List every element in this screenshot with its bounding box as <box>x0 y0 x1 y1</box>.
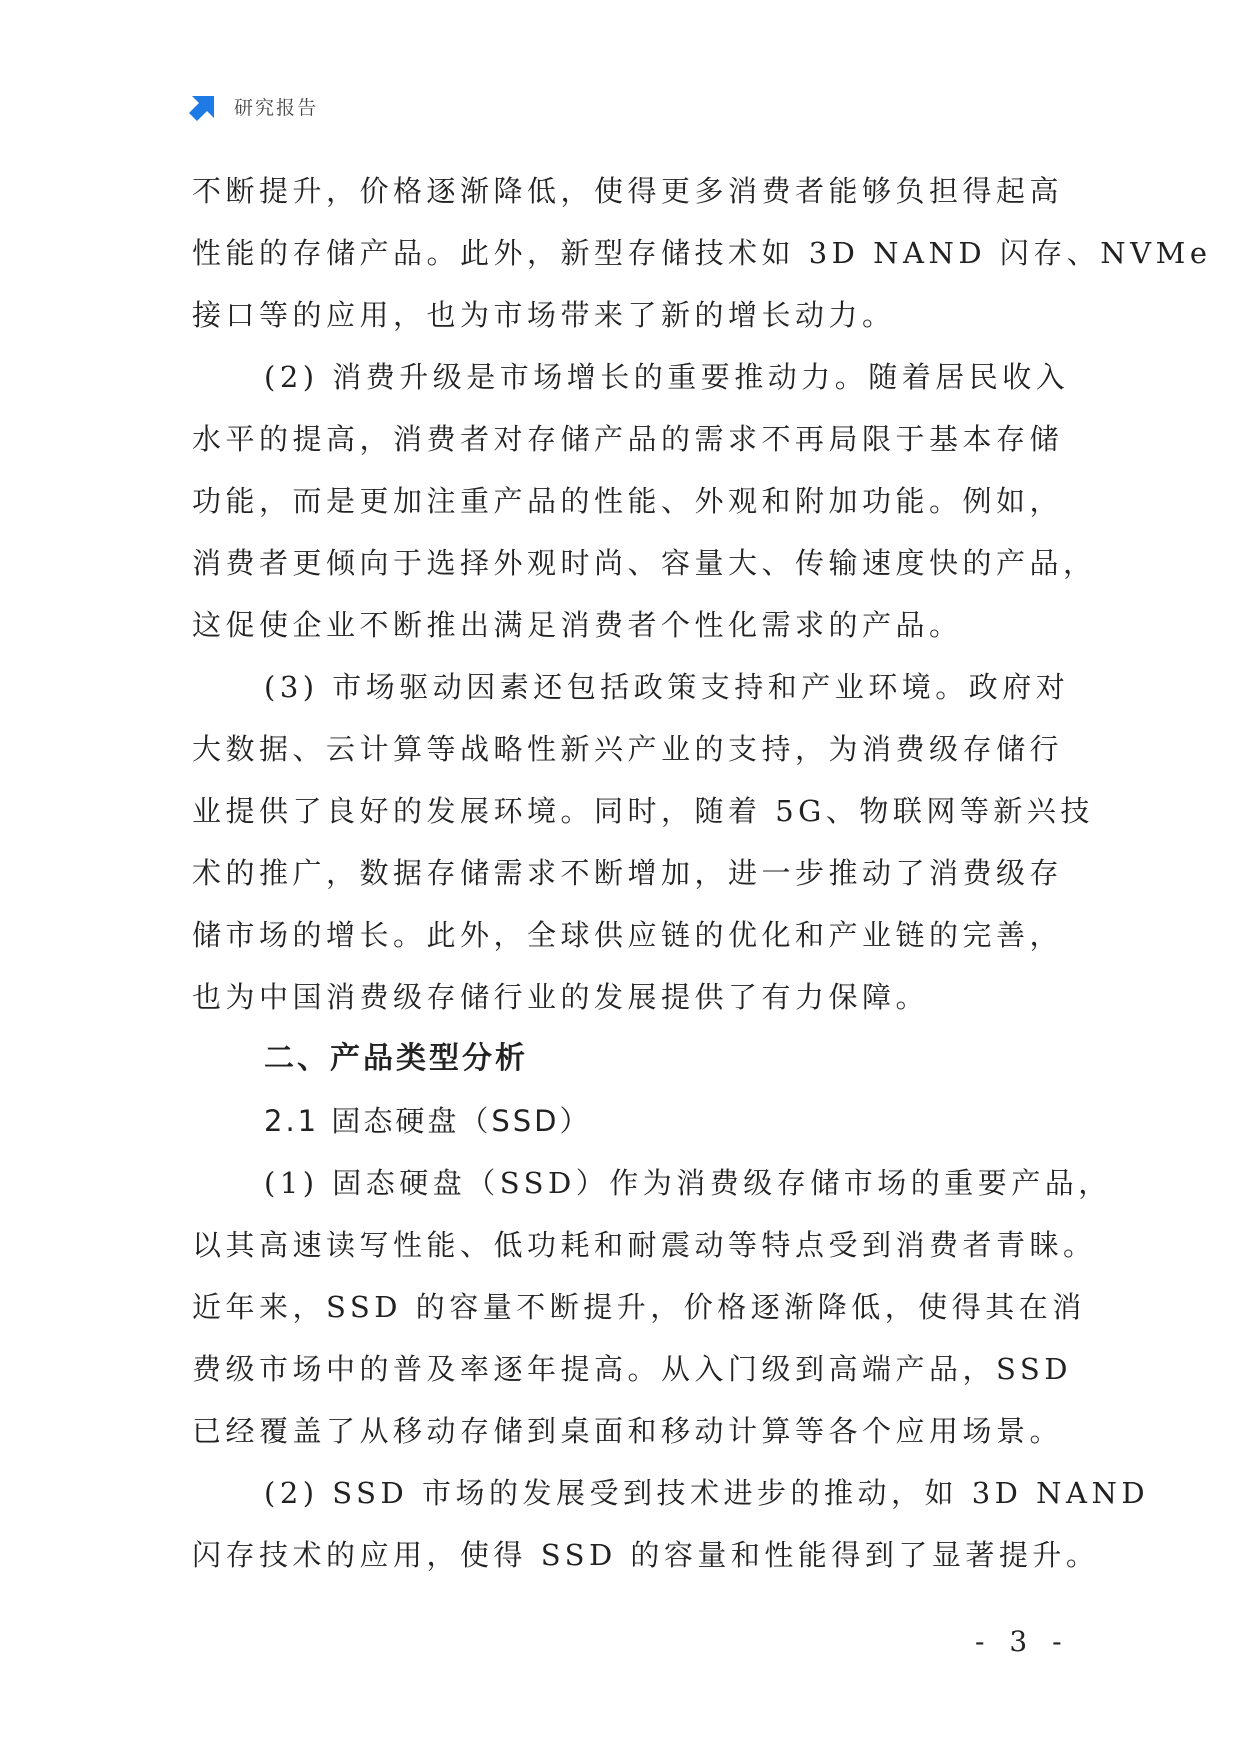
text-line: 接口等的应用，也为市场带来了新的增长动力。 <box>192 298 896 332</box>
section-heading: 二、产品类型分析 <box>264 1041 528 1076</box>
text-line: 费级市场中的普及率逐年提高。从入门级到高端产品，SSD <box>192 1352 1072 1386</box>
text-line: (3) 市场驱动因素还包括政策支持和产业环境。政府对 <box>264 670 1070 704</box>
paragraph-ssd-overview <box>192 1152 1112 1462</box>
paragraph-policy-support <box>192 656 1094 1028</box>
text-line: (2) SSD 市场的发展受到技术进步的推动，如 3D NAND <box>264 1476 1150 1510</box>
subsection-heading: 2.1 固态硬盘（SSD） <box>264 1104 592 1138</box>
text-line: 也为中国消费级存储行业的发展提供了有力保障。 <box>192 980 930 1014</box>
document-body <box>192 160 1212 1586</box>
paragraph-ssd-technology <box>192 1462 1150 1586</box>
page-header <box>188 90 318 122</box>
text-line: 大数据、云计算等战略性新兴产业的支持，为消费级存储行 <box>192 732 1064 766</box>
text-line: 储市场的增长。此外，全球供应链的优化和产业链的完善， <box>192 918 1064 952</box>
text-line: 业提供了良好的发展环境。同时，随着 5G、物联网等新兴技 <box>192 794 1094 828</box>
paragraph-consumption-upgrade <box>192 346 1097 656</box>
paragraph-continued <box>192 160 1212 346</box>
header-title: 研究报告 <box>234 96 319 119</box>
text-line: 闪存技术的应用，使得 SSD 的容量和性能得到了显著提升。 <box>192 1538 1100 1572</box>
text-line: 以其高速读写性能、低功耗和耐震动等特点受到消费者青睐。 <box>192 1228 1097 1262</box>
text-line: 术的推广，数据存储需求不断增加，进一步推动了消费级存 <box>192 856 1064 890</box>
text-line: 近年来，SSD 的容量不断提升，价格逐渐降低，使得其在消 <box>192 1290 1086 1324</box>
text-line: 功能，而是更加注重产品的性能、外观和附加功能。例如， <box>192 484 1064 518</box>
text-line: 消费者更倾向于选择外观时尚、容量大、传输速度快的产品， <box>192 546 1097 580</box>
report-logo-icon <box>188 90 220 122</box>
text-line: (1) 固态硬盘（SSD）作为消费级存储市场的重要产品， <box>264 1166 1112 1200</box>
text-line: 这促使企业不断推出满足消费者个性化需求的产品。 <box>192 608 963 642</box>
text-line: (2) 消费升级是市场增长的重要推动力。随着居民收入 <box>264 360 1070 394</box>
page-number: - 3 - <box>975 1625 1070 1658</box>
text-line: 已经覆盖了从移动存储到桌面和移动计算等各个应用场景。 <box>192 1414 1064 1448</box>
text-line: 性能的存储产品。此外，新型存储技术如 3D NAND 闪存、NVMe <box>192 236 1212 270</box>
text-line: 水平的提高，消费者对存储产品的需求不再局限于基本存储 <box>192 422 1064 456</box>
text-line: 不断提升，价格逐渐降低，使得更多消费者能够负担得起高 <box>192 174 1064 208</box>
